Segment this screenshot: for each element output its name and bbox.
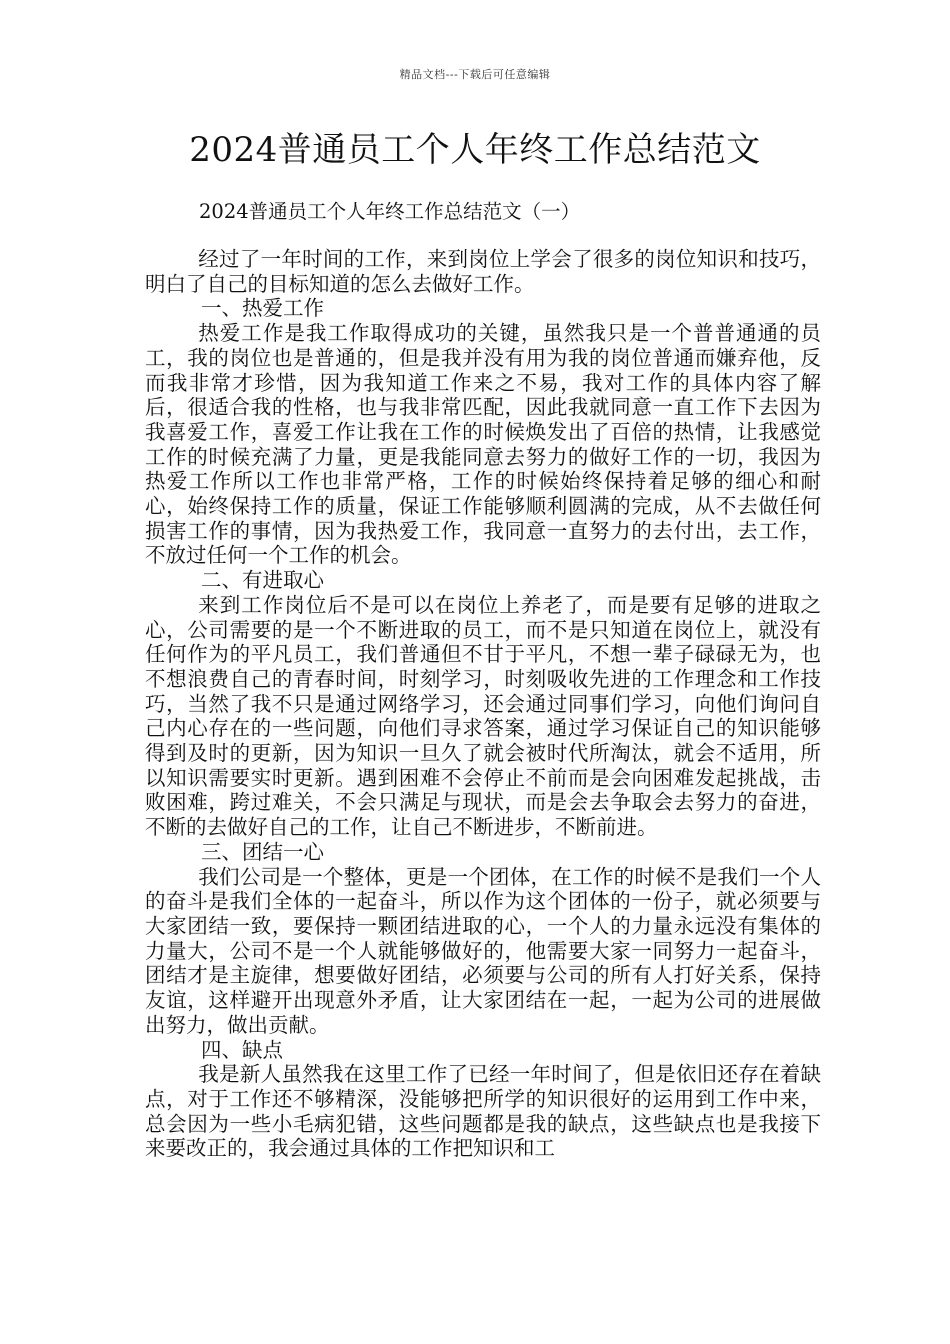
document-subtitle: 2024普通员工个人年终工作总结范文（一） — [199, 200, 581, 223]
section-heading-unity: 三、团结一心 — [201, 839, 324, 864]
page-header-note: 精品文档---下载后可任意编辑 — [399, 68, 551, 81]
document-body — [145, 247, 821, 1161]
section-paragraph-love-work: 热爱工作是我工作取得成功的关键，虽然我只是一个普普通通的员工，我的岗位也是普通的，但是我并没有用为我的岗位普通而嫌弃他，反而我非常才珍惜，因为我知道工作来之不易，我对工作的具体内容了解后，很适合我的性格，也与我非常匹配，因此我就同意一直工作下去因为我喜爱工作，喜爱工作让我在工作的时候焕发出了百倍的热情，让我感觉工作的时候充满了力量，更是我能同意去努力的做好工作的一切，我因为热爱工作所以工作也非常严格，工作的时候始终保持着足够的细心和耐心，始终保持工作的质量，保证工作能够顺利圆满的完成，从不去做任何损害工作的事情，因为我热爱工作，我同意一直努力的去付出，去工作，不放过任何一个工作的机会。 — [145, 321, 821, 568]
section-heading-ambition: 二、有进取心 — [201, 568, 324, 593]
intro-paragraph: 经过了一年时间的工作，来到岗位上学会了很多的岗位知识和技巧，明白了自己的目标知道的怎么去做好工作。 — [145, 247, 821, 296]
section-paragraph-unity: 我们公司是一个整体，更是一个团体，在工作的时候不是我们一个人的奋斗是我们全体的一起奋斗，所以作为这个团体的一份子，就必须要与大家团结一致，要保持一颗团结进取的心，一个人的力量永远没有集体的力量大，公司不是一个人就能够做好的，他需要大家一同努力一起奋斗，团结才是主旋律，想要做好团结，必须要与公司的所有人打好关系，保持友谊，这样避开出现意外矛盾，让大家团结在一起，一起为公司的进展做出努力，做出贡献。 — [145, 864, 821, 1037]
document-title: 2024普通员工个人年终工作总结范文 — [189, 130, 761, 170]
section-heading-shortcomings: 四、缺点 — [201, 1037, 283, 1062]
section-heading-love-work: 一、热爱工作 — [201, 296, 324, 321]
section-paragraph-shortcomings: 我是新人虽然我在这里工作了已经一年时间了，但是依旧还存在着缺点，对于工作还不够精深，没能够把所学的知识很好的运用到工作中来，总会因为一些小毛病犯错，这些问题都是我的缺点，这些缺点也是我接下来要改正的，我会通过具体的工作把知识和工 — [145, 1062, 821, 1161]
section-paragraph-ambition: 来到工作岗位后不是可以在岗位上养老了，而是要有足够的进取之心，公司需要的是一个不断进取的员工，而不是只知道在岗位上，就没有任何作为的平凡员工，我们普通但不甘于平凡，不想一辈子碌碌无为，也不想浪费自己的青春时间，时刻学习，时刻吸收先进的工作理念和工作技巧，当然了我不只是通过网络学习，还会通过同事们学习，向他们询问自己内心存在的一些问题，向他们寻求答案，通过学习保证自己的知识能够得到及时的更新，因为知识一旦久了就会被时代所淘汰，就会不适用，所以知识需要实时更新。遇到困难不会停止不前而是会向困难发起挑战，击败困难，跨过难关，不会只满足与现状，而是会去争取会去努力的奋进，不断的去做好自己的工作，让自己不断进步，不断前进。 — [145, 592, 821, 840]
